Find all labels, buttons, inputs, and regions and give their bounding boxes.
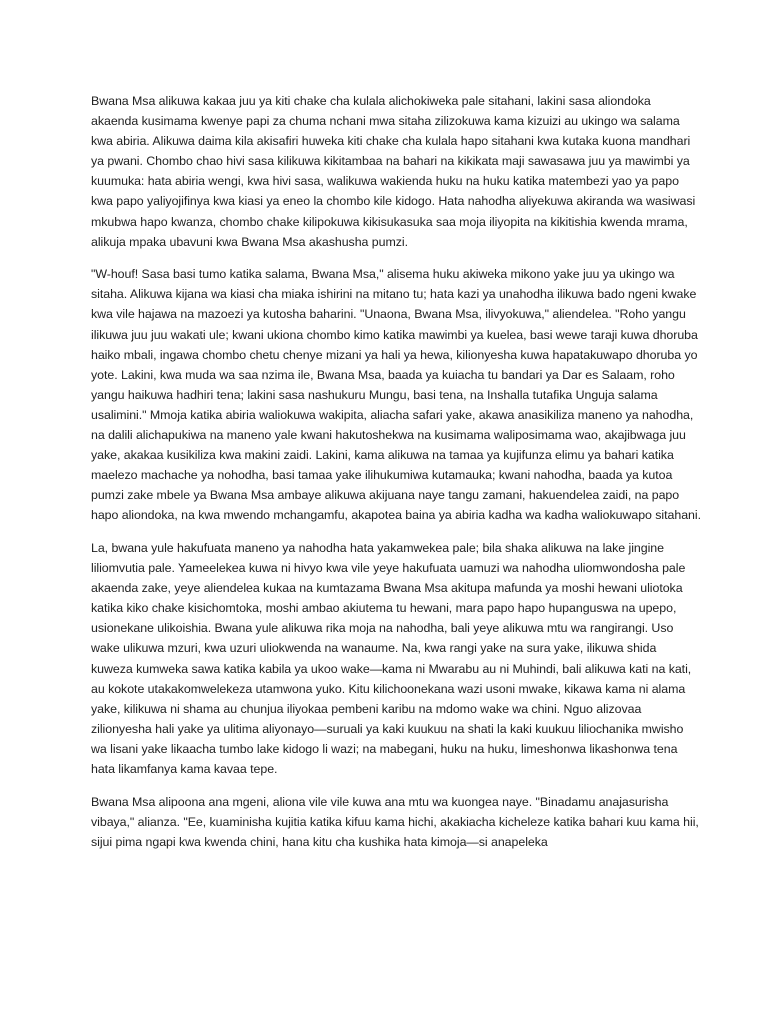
document-page: [91, 91, 701, 864]
paragraph-1: Bwana Msa alikuwa kakaa juu ya kiti chake cha kulala alichokiweka pale sitahani, lakini sasa aliondoka akaenda kusimama kwenye papi za chuma nchani mwa sitaha zilizokuwa kama kizuizi au ukingo wa salama kwa abiria. Alikuwa daima kila akisafiri huweka kiti chake cha kulala hapo sitahani kwa kutaka kuona mandhari ya pwani. Chombo chao hivi sasa kilikuwa kikitambaa na bahari na kikikata maji sawasawa juu ya mawimbi ya kuumuka: hata abiria wengi, kwa hivi sasa, walikuwa wakienda huku na huku katika matembezi yao ya papo kwa papo yaliyojifinya kwa kiasi ya eneo la chombo kile kidogo. Hata nahodha aliyekuwa akiranda wa wasiwasi mkubwa hapo kwanza, chombo chake kilipokuwa kikisukasuka saa moja iliyopita na kikitishia kwenda mrama, alikuja mpaka ubavuni kwa Bwana Msa akashusha pumzi.: [91, 94, 696, 249]
paragraph-2: "W-houf! Sasa basi tumo katika salama, Bwana Msa," alisema huku akiweka mikono yake juu ya ukingo wa sitaha. Alikuwa kijana wa kiasi cha miaka ishirini na mitano tu; hata kazi ya unahodha ilikuwa bado ngeni kwake kwa vile hajawa na mazoezi ya kutosha baharini. "Unaona, Bwana Msa, ilivyokuwa," aliendelea. "Roho yangu ilikuwa juu juu wakati ule; kwani ukiona chombo kimo katika mawimbi ya kuelea, basi wewe taraji kuwa dhoruba haiko mbali, ingawa chombo chetu chenye mizani ya hali ya hewa, kilionyesha kuwa hapatakuwapo dhoruba yo yote. Lakini, kwa muda wa saa nzima ile, Bwana Msa, baada ya kuiacha tu bandari ya Dar es Salaam, roho yangu haikuwa hadhiri tena; lakini sasa nashukuru Mungu, basi tena, na Inshalla tutafika Unguja salama usalimini." Mmoja katika abiria waliokuwa wakipita, aliacha safari yake, akawa anasikiliza maneno ya nahodha, na dalili alichapukiwa na maneno yale kwani hakutoshekwa na kusimama waliposimama wao, akajibwaga juu yake, akakaa kusikiliza kwa makini zaidi. Lakini, kama alikuwa na tamaa ya kujifunza elimu ya bahari katika maelezo machache ya nohodha, basi tamaa yake ilihukumiwa kutamauka; kwani nahodha, baada ya kutoa pumzi zake mbele ya Bwana Msa ambaye alikuwa akijuana naye tangu zamani, hakuendelea zaidi, na papo hapo aliondoka, na kwa mwendo mchangamfu, akapotea baina ya abiria kadha wa kadha waliokuwapo sitahani.: [91, 267, 701, 523]
paragraph-4: Bwana Msa alipoona ana mgeni, aliona vile vile kuwa ana mtu wa kuongea naye. "Binadamu anajasurisha vibaya," alianza. "Ee, kuaminisha kujitia katika kifuu kama hichi, akakiacha kicheleze katika bahari kuu kama hii, sijui pima ngapi kwa kwenda chini, hana kitu cha kushika hata kimoja—si anapeleka: [91, 794, 699, 849]
paragraph-3: La, bwana yule hakufuata maneno ya nahodha hata yakamwekea pale; bila shaka alikuwa na lake jingine liliomvutia pale. Yameelekea kuwa ni hivyo kwa vile yeye hakufuata uamuzi wa nahodha uliomwondosha pale akaenda zake, yeye aliendelea kukaa na kumtazama Bwana Msa akitupa mafunda ya moshi hewani uliotoka katika kiko chake kisichomtoka, moshi ambao akiutemа tu hewani, mara papo hapo hupanguswa na upepo, usionekane ulikoishia. Bwana yule alikuwa rika moja na nahodha, bali yeye alikuwa mtu wa rangirangi. Uso wake ulikuwa mzuri, kwa uzuri uliokwenda na wanaume. Na, kwa rangi yake na sura yake, ilikuwa shida kuweza kumweka sawa katika kabila ya ukoo wake—kama ni Mwarabu au ni Muhindi, bali alikuwa kati na kati, au kokote utakakomwelekeza utamwona yuko. Kitu kilichoonekana wazi usoni mwake, kikawa kama ni alama yake, kilikuwa ni shama au chunjua iliyokaa pembeni karibu na mdomo wake wa chini. Nguo alizovaa zilionyesha hali yake ya ulitima aliyonayo—suruali ya kaki kuukuu na shati la kaki kuukuu liliochanika mwisho wa lisani yake likaacha tumbo lake kidogo li wazi; na mabegani, huku na huku, limeshonwa likashonwa tena hata likamfanya kama kavaa tepe.: [91, 540, 692, 776]
